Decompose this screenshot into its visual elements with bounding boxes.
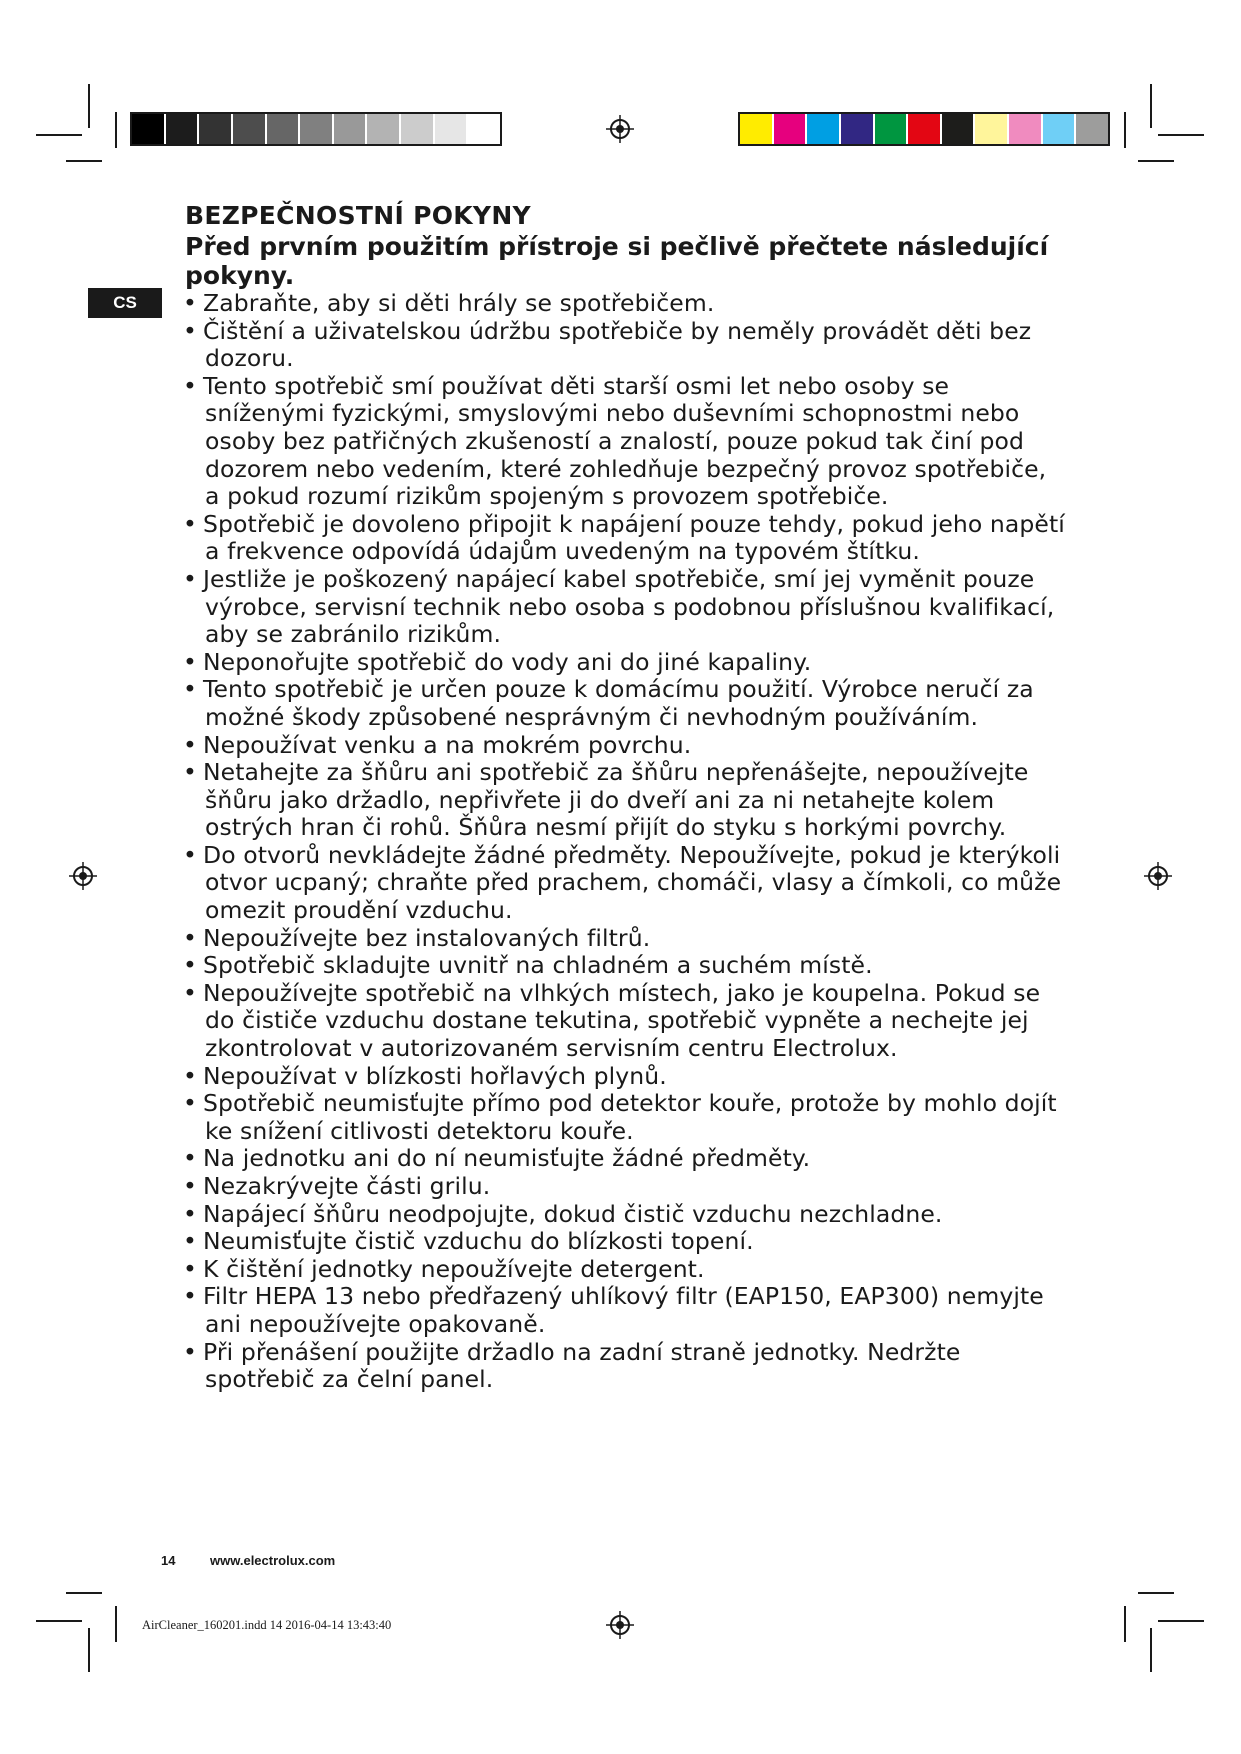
crop-mark (36, 134, 82, 136)
list-item: • Čištění a uživatelskou údržbu spotřebiče by neměly provádět děti bez dozoru. (185, 318, 1065, 373)
list-item: • Spotřebič neumisťujte přímo pod detektor kouře, protože by mohlo dojít ke snížení citlivosti detektoru kouře. (185, 1090, 1065, 1145)
color-swatch (267, 114, 301, 144)
footer-url: www.electrolux.com (210, 1553, 336, 1568)
color-swatch (468, 114, 500, 144)
registration-mark-icon (605, 1610, 635, 1640)
list-item: • Spotřebič je dovoleno připojit k napájení pouze tehdy, pokud jeho napětí a frekvence odpovídá údajům uvedeným na typovém štítku. (185, 511, 1065, 566)
list-item: • Jestliže je poškozený napájecí kabel spotřebiče, smí jej vyměnit pouze výrobce, servisní technik nebo osoba s podobnou příslušnou kvalifikací, aby se zabránilo rizikům. (185, 566, 1065, 649)
crop-mark (1158, 1620, 1204, 1622)
crop-mark (66, 160, 102, 162)
list-item: • Nepoužívejte spotřebič na vlhkých místech, jako je koupelna. Pokud se do čističe vzduchu dostane tekutina, spotřebič vypněte a nechejte jej zkontrolovat v autorizovaném servisním centru Electrolux. (185, 980, 1065, 1063)
list-item: • Při přenášení použijte držadlo na zadní straně jednotky. Nedržte spotřebič za čelní panel. (185, 1339, 1065, 1394)
list-item: • Tento spotřebič je určen pouze k domácímu použití. Výrobce neručí za možné škody způsobené nesprávným či nevhodným používáním. (185, 676, 1065, 731)
color-swatch (740, 114, 774, 144)
crop-mark (66, 1592, 102, 1594)
list-item: • Nepoužívat v blízkosti hořlavých plynů. (185, 1063, 1065, 1091)
crop-mark (1124, 1606, 1126, 1642)
list-item: • Neponořujte spotřebič do vody ani do jiné kapaliny. (185, 649, 1065, 677)
list-item: • Na jednotku ani do ní neumisťujte žádné předměty. (185, 1145, 1065, 1173)
registration-mark-icon (1143, 861, 1173, 891)
color-swatch (975, 114, 1009, 144)
list-item: • Nezakrývejte části grilu. (185, 1173, 1065, 1201)
list-item: • Nepoužívat venku a na mokrém povrchu. (185, 732, 1065, 760)
language-tab: CS (88, 288, 162, 318)
crop-mark (88, 1628, 90, 1672)
color-swatch (199, 114, 233, 144)
color-swatch (807, 114, 841, 144)
list-item: • Netahejte za šňůru ani spotřebič za šňůru nepřenášejte, nepoužívejte šňůru jako držadlo, nepřivřete ji do dveří ani za ni netahejte kolem ostrých hran či rohů. Šňůra nesmí přijít do styku s horkými povrchy. (185, 759, 1065, 842)
crop-mark (1150, 84, 1152, 128)
crop-mark (1138, 1592, 1174, 1594)
color-swatch (132, 114, 166, 144)
color-swatch (166, 114, 200, 144)
color-swatch (401, 114, 435, 144)
list-item: • Nepoužívejte bez instalovaných filtrů. (185, 925, 1065, 953)
grayscale-bar (130, 112, 502, 146)
color-swatch (300, 114, 334, 144)
list-item: • K čištění jednotky nepoužívejte detergent. (185, 1256, 1065, 1284)
instruction-list (185, 290, 1065, 1394)
list-item: • Filtr HEPA 13 nebo předřazený uhlíkový filtr (EAP150, EAP300) nemyjte ani nepoužívejte opakovaně. (185, 1283, 1065, 1338)
page-number: 14 (161, 1553, 176, 1568)
color-swatch (233, 114, 267, 144)
color-swatch (774, 114, 808, 144)
crop-mark (36, 1620, 82, 1622)
color-swatch (841, 114, 875, 144)
crop-mark (88, 84, 90, 128)
crop-mark (1138, 160, 1174, 162)
list-item: • Do otvorů nevkládejte žádné předměty. Nepoužívejte, pokud je kterýkoli otvor ucpaný; chraňte před prachem, chomáči, vlasy a čímkoli, co může omezit proudění vzduchu. (185, 842, 1065, 925)
crop-mark (1158, 134, 1204, 136)
color-swatch (435, 114, 469, 144)
color-swatch (1076, 114, 1108, 144)
subheading: Před prvním použitím přístroje si pečlivě přečtete následující pokyny. (185, 232, 1049, 290)
color-swatch (367, 114, 401, 144)
crop-mark (115, 1606, 117, 1642)
list-item: • Spotřebič skladujte uvnitř na chladném a suchém místě. (185, 952, 1065, 980)
print-slug: AirCleaner_160201.indd 14 2016-04-14 13:43:40 (142, 1618, 392, 1632)
safety-instructions (185, 200, 1065, 1394)
color-bar (738, 112, 1110, 146)
color-swatch (1009, 114, 1043, 144)
list-item: • Neumisťujte čistič vzduchu do blízkosti topení. (185, 1228, 1065, 1256)
registration-mark-icon (68, 861, 98, 891)
color-swatch (1043, 114, 1077, 144)
list-item: • Zabraňte, aby si děti hrály se spotřebičem. (185, 290, 1065, 318)
list-item: • Napájecí šňůru neodpojujte, dokud čistič vzduchu nezchladne. (185, 1201, 1065, 1229)
list-item: • Tento spotřebič smí používat děti starší osmi let nebo osoby se sníženými fyzickými, smyslovými nebo duševními schopnostmi nebo osoby bez patřičných zkušeností a znalostí, pouze pokud tak činí pod dozorem nebo vedením, které zohledňuje bezpečný provoz spotřebiče, a pokud rozumí rizikům spojeným s provozem spotřebiče. (185, 373, 1065, 511)
page-title: BEZPEČNOSTNÍ POKYNY (185, 201, 531, 230)
color-swatch (875, 114, 909, 144)
crop-mark (1150, 1628, 1152, 1672)
color-swatch (942, 114, 976, 144)
crop-mark (115, 112, 117, 148)
color-swatch (334, 114, 368, 144)
color-swatch (908, 114, 942, 144)
registration-mark-icon (605, 114, 635, 144)
crop-mark (1124, 112, 1126, 148)
